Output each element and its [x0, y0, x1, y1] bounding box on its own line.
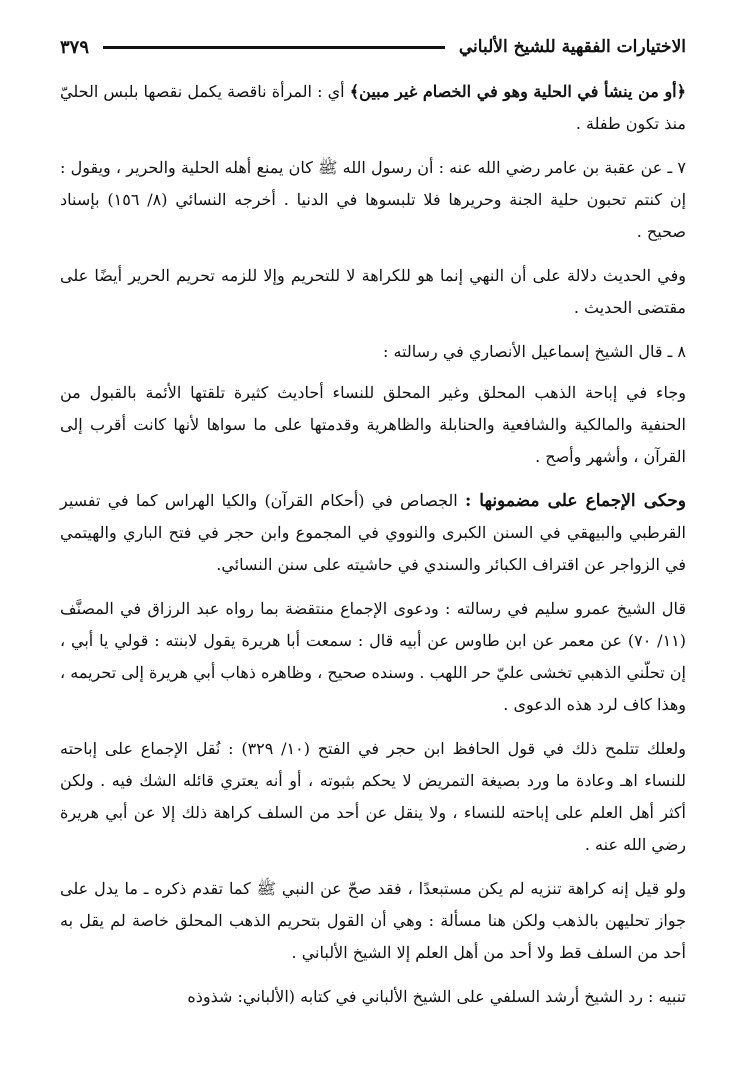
- page-body: [60, 76, 686, 1022]
- paragraph-6: [60, 485, 686, 581]
- paragraph-3: وفي الحديث دلالة على أن النهي إنما هو للكراهة لا للتحريم وإلا للزمه تحريم الحرير أيضًا على مقتضى الحديث .: [60, 266, 686, 317]
- paragraph-10: تنبيه : رد الشيخ أرشد السلفي على الشيخ الألباني في كتابه (الألباني: شذوذه: [187, 987, 686, 1006]
- paragraph-2: ٧ ـ عن عقبة بن عامر رضي الله عنه : أن رسول الله ﷺ كان يمنع أهله الحلية والحرير ، ويقول : إن كنتم تحبون حلية الجنة وحريرها فلا تلبسوها في الدنيا . أخرجه النسائي (٨/ ١٥٦) بإسناد صحيح .: [60, 158, 687, 241]
- page-number: ٣٧٩: [60, 36, 90, 58]
- paragraph-9: ولو قيل إنه كراهة تنزيه لم يكن مستبعدًا ، فقد صحّ عن النبي ﷺ كما تقدم ذكره ـ ما يدل على جواز تحليهن بالذهب ولكن هنا مسألة : وهي أن القول بتحريم الذهب المحلق خاصة لم يقل به أحد من السلف قط ولا أحد من أهل العلم إلا الشيخ الألباني .: [60, 879, 686, 962]
- paragraph-6-text: الجصاص في (أحكام القرآن) والكيا الهراس كما في تفسير القرطبي والبيهقي في السنن الكبرى والنووي في المجموع وابن حجر في فتح الباري والهيتمي في الزواجر عن اقتراف الكبائر والسندي في حاشيته على سنن النسائي.: [60, 491, 686, 574]
- header-rule: [103, 46, 445, 49]
- quran-quote: ﴿أو من ينشأ في الحلية وهو في الخصام غير مبين﴾: [349, 82, 687, 101]
- paragraph-8: ولعلك تتلمح ذلك في قول الحافظ ابن حجر في الفتح (١٠/ ٣٢٩) : نُقل الإجماع على إباحته للنساء اهـ وعادة ما ورد بصيغة التمريض لا يحكم بثبوته ، أو أنه يعتري قائله الشك فيه . ولكن أكثر أهل العلم على إباحته للنساء ، ولا ينقل عن أحد من السلف كراهة ذلك إلا عن أبي هريرة رضي الله عنه .: [60, 739, 687, 854]
- running-header: [60, 30, 686, 64]
- paragraph-1: [60, 76, 686, 140]
- paragraph-4: ٨ ـ قال الشيخ إسماعيل الأنصاري في رسالته :: [382, 342, 686, 361]
- paragraph-5: وجاء في إباحة الذهب المحلق وغير المحلق للنساء أحاديث كثيرة تلقتها الأئمة بالقبول من الحنفية والمالكية والشافعية والحنابلة والظاهرية وقدمتها على ما سواها لأنها كانت أقرب إلى القرآن ، وأشهر وأصح .: [60, 383, 686, 466]
- paragraph-7: قال الشيخ عمرو سليم في رسالته : ودعوى الإجماع منتقضة بما رواه عبد الرزاق في المصنَّف (١١/ ٧٠) عن معمر عن ابن طاوس عن أبيه قال : سمعت أبا هريرة يقول لابنته : قولي يا أبي ، إن تحلّني الذهبي تخشى عليّ حر اللهب . وسنده صحيح ، وظاهره ذهاب أبي هريرة إلى تحريمه ، وهذا كاف لرد هذه الدعوى .: [60, 599, 686, 714]
- paragraph-1-text: أي : المرأة ناقصة يكمل نقصها بلبس الحليّ منذ تكون طفلة .: [60, 82, 686, 133]
- book-title: الاختيارات الفقهية للشيخ الألباني: [458, 37, 686, 57]
- paragraph-6-lead: وحكى الإجماع على مضمونها :: [464, 491, 686, 511]
